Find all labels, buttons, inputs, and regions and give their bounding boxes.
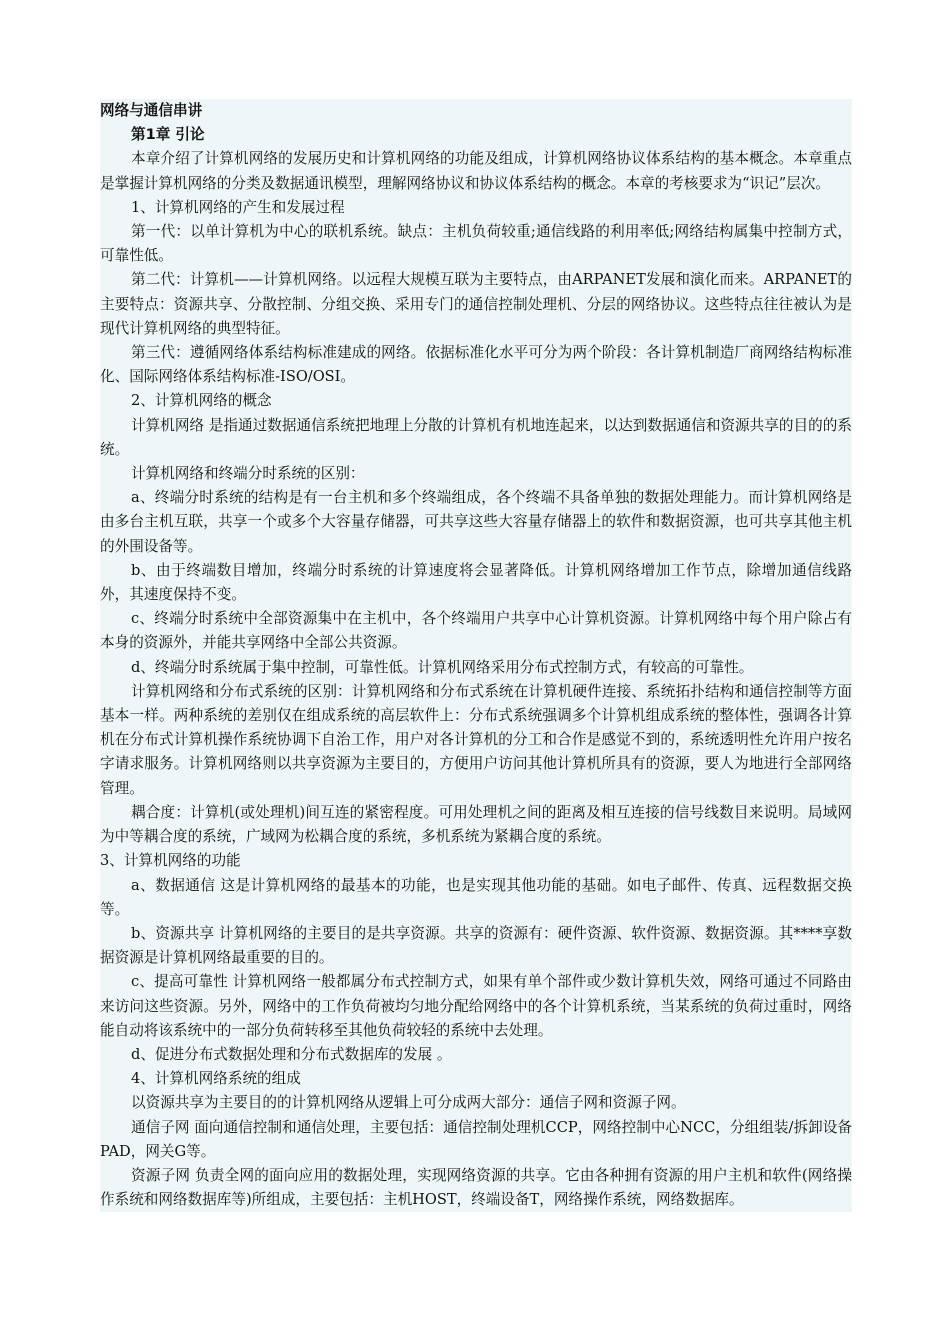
paragraph-first-generation: 第一代：以单计算机为中心的联机系统。缺点：主机负荷较重;通信线路的利用率低;网络结构属集中控制方式，可靠性低。 xyxy=(100,223,852,265)
document-body xyxy=(100,99,852,1212)
paragraph-function-a: a、数据通信 这是计算机网络的最基本的功能，也是实现其他功能的基础。如电子邮件、传真、远程数据交换等。 xyxy=(100,876,852,918)
paragraph-function-b: b、资源共享 计算机网络的主要目的是共享资源。共享的资源有：硬件资源、软件资源、数据资源。其****享数据资源是计算机网络最重要的目的。 xyxy=(100,924,852,967)
paragraph-difference-c: c、终端分时系统中全部资源集中在主机中，各个终端用户共享中心计算机资源。计算机网络中每个用户除占有本身的资源外，并能共享网络中全部公共资源。 xyxy=(100,610,852,652)
section-heading-4: 4、计算机网络系统的组成 xyxy=(131,1070,301,1088)
section-heading-3: 3、计算机网络的功能 xyxy=(100,852,241,870)
paragraph-function-d: d、促进分布式数据处理和分布式数据库的发展 。 xyxy=(131,1045,452,1063)
paragraph-network-definition: 计算机网络 是指通过数据通信系统把地理上分散的计算机有机地连起来，以达到数据通信和资源共享的目的的系统。 xyxy=(100,416,852,458)
paragraph-resource-subnet: 资源子网 负责全网的面向应用的数据处理，实现网络资源的共享。它由各种拥有资源的用户主机和软件(网络操作系统和网络数据库等)所组成，主要包括：主机HOST，终端设备T，网络操作系统，网络数据库。 xyxy=(100,1166,852,1209)
section-heading-2: 2、计算机网络的概念 xyxy=(131,392,272,410)
paragraph-distributed-system-difference: 计算机网络和分布式系统的区别：计算机网络和分布式系统在计算机硬件连接、系统拓扑结构和通信控制等方面基本一样。两种系统的差别仅在组成系统的高层软件上：分布式系统强调多个计算机组成系统的整体性，强调各计算机在分布式计算机操作系统协调下自治工作，用户对各计算机的分工和合作是感觉不到的，系统透明性允许用户按名字请求服务。计算机网络则以共享资源为主要目的，方便用户访问其他计算机所具有的资源，要人为地进行全部网络管理。 xyxy=(100,682,852,797)
paragraph-system-composition: 以资源共享为主要目的的计算机网络从逻辑上可分成两大部分：通信子网和资源子网。 xyxy=(131,1094,686,1112)
paragraph-difference-d: d、终端分时系统属于集中控制，可靠性低。计算机网络采用分布式控制方式，有较高的可靠性。 xyxy=(131,658,754,676)
paragraph-timesharing-difference-heading: 计算机网络和终端分时系统的区别： xyxy=(131,465,365,483)
paragraph-difference-b: b、由于终端数目增加，终端分时系统的计算速度将会显著降低。计算机网络增加工作节点，除增加通信线路外，其速度保持不变。 xyxy=(100,561,852,604)
paragraph-second-generation: 第二代：计算机——计算机网络。以远程大规模互联为主要特点，由ARPANET发展和演化而来。ARPANET的主要特点：资源共享、分散控制、分组交换、采用专门的通信控制处理机、分层的网络协议。这些特点往往被认为是现代计算机网络的典型特征。 xyxy=(100,271,852,337)
document-title: 网络与通信串讲 xyxy=(100,102,203,119)
chapter-heading: 第1章 引论 xyxy=(131,126,205,144)
section-heading-1: 1、计算机网络的产生和发展过程 xyxy=(131,198,345,216)
paragraph-communication-subnet: 通信子网 面向通信控制和通信处理，主要包括：通信控制处理机CCP，网络控制中心NCC，分组组装/拆卸设备PAD，网关G等。 xyxy=(100,1118,852,1160)
paragraph-coupling-degree: 耦合度：计算机(或处理机)间互连的紧密程度。可用处理机之间的距离及相互连接的信号线数目来说明。局域网为中等耦合度的系统，广域网为松耦合度的系统，多机系统为紧耦合度的系统。 xyxy=(100,803,852,846)
paragraph-difference-a: a、终端分时系统的结构是有一台主机和多个终端组成，各个终端不具备单独的数据处理能力。而计算机网络是由多台主机互联，共享一个或多个大容量存储器，可共享这些大容量存储器上的软件和数据资源，也可共享其他主机的外围设备等。 xyxy=(100,489,852,555)
paragraph-function-c: c、提高可靠性 计算机网络一般都属分布式控制方式，如果有单个部件或少数计算机失效，网络可通过不同路由来访问这些资源。另外，网络中的工作负荷被均匀地分配给网络中的各个计算机系统，当某系统的负荷过重时，网络能自动将该系统中的一部分负荷转移至其他负荷较轻的系统中去处理。 xyxy=(100,973,852,1039)
chapter-intro-paragraph: 本章介绍了计算机网络的发展历史和计算机网络的功能及组成，计算机网络协议体系结构的基本概念。本章重点是掌握计算机网络的分类及数据通讯模型，理解网络协议和协议体系结构的概念。本章的考核要求为“识记”层次。 xyxy=(100,150,852,192)
paragraph-third-generation: 第三代：遵循网络体系结构标准建成的网络。依据标准化水平可分为两个阶段：各计算机制造厂商网络结构标准化、国际网络体系结构标准-ISO/OSI。 xyxy=(100,344,852,386)
